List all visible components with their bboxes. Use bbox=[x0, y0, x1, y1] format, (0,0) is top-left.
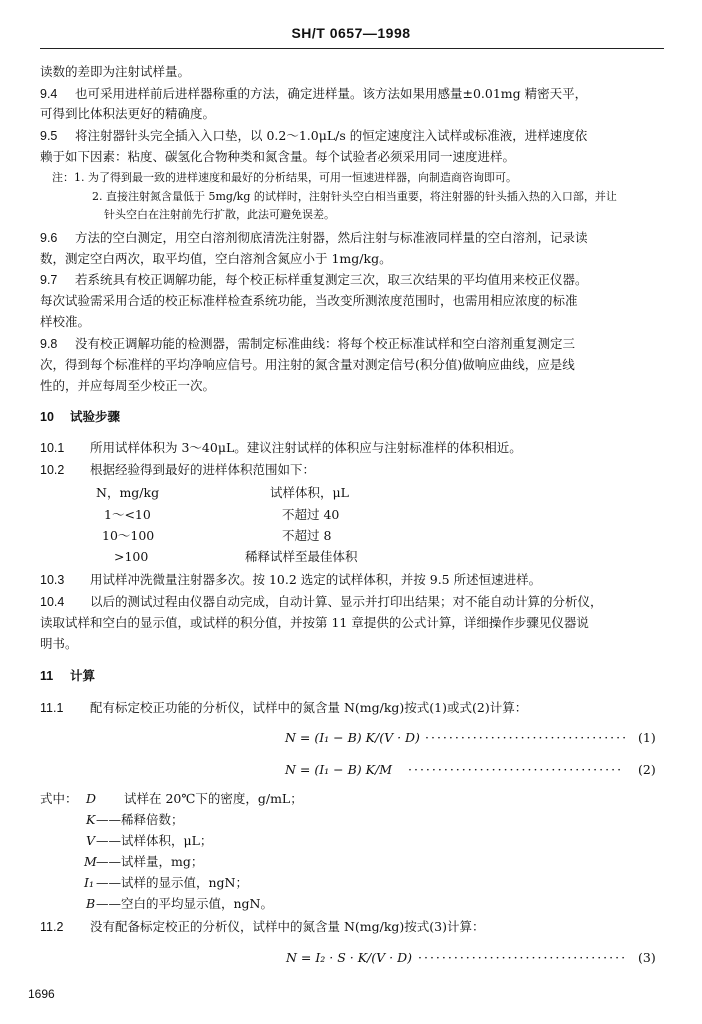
variable-symbol: M bbox=[84, 854, 97, 869]
clause-number: 11.1 bbox=[40, 701, 64, 715]
formula-tag: (2) bbox=[638, 762, 656, 777]
variable-symbol: B bbox=[86, 896, 96, 911]
paragraph-line: 用试样冲洗微量注射器多次。按 10.2 选定的试样体积，并按 9.5 所述恒速进样。 bbox=[90, 572, 542, 587]
clause-number: 11.2 bbox=[40, 920, 64, 934]
variable-symbol: D bbox=[86, 791, 97, 806]
paragraph-line: 读数的差即为注射试样量。 bbox=[40, 64, 191, 79]
formula-tag: (1) bbox=[638, 730, 656, 745]
section-title: 计算 bbox=[70, 668, 96, 683]
table-cell: >100 bbox=[114, 549, 149, 564]
paragraph-line: 没有校正调解功能的检测器，需制定标准曲线：将每个校正标准试样和空白溶剂重复测定三 bbox=[75, 336, 576, 351]
table-cell: 10～100 bbox=[102, 528, 155, 543]
table-cell: 1～<10 bbox=[104, 507, 151, 522]
clause-number: 9.6 bbox=[40, 231, 58, 245]
paragraph-line: 可得到比体积法更好的精确度。 bbox=[40, 106, 216, 121]
table-header: N，mg/kg bbox=[96, 485, 160, 500]
variable-description: 试样在 20℃下的密度，g/mL； bbox=[124, 791, 303, 806]
variable-description: ——试样量，mg； bbox=[96, 854, 204, 869]
formula-expression: N = (I₁ − B) K/(V · D) bbox=[285, 730, 420, 745]
variable-symbol: I₁ bbox=[84, 875, 94, 890]
section-number: 10 bbox=[40, 410, 54, 424]
paragraph-line: 也可采用进样前后进样器称重的方法，确定进样量。该方法如果用感量±0.01mg 精密天平， bbox=[75, 86, 588, 101]
variable-symbol: V bbox=[86, 833, 96, 848]
formula-tag: (3) bbox=[638, 950, 656, 965]
clause-number: 9.5 bbox=[40, 129, 58, 143]
note-line: 注：1. 为了得到最一致的进样速度和最好的分析结果，可用一恒速进样器，向制造商咨询即可。 bbox=[52, 171, 517, 184]
section-number: 11 bbox=[40, 669, 54, 683]
header-rule bbox=[40, 48, 664, 49]
leader-dots: ·································· bbox=[425, 730, 629, 745]
paragraph-line: 若系统具有校正调解功能，每个校正标样重复测定三次，取三次结果的平均值用来校正仪器。 bbox=[75, 272, 588, 287]
note-line: 2. 直接注射氮含量低于 5mg/kg 的试样时，注射针头空白相当重要，将注射器的针头插入热的入口部，并让 bbox=[92, 190, 617, 203]
paragraph-line: 样校准。 bbox=[40, 314, 91, 329]
section-title: 试验步骤 bbox=[70, 409, 121, 424]
paragraph-line: 明书。 bbox=[40, 636, 78, 651]
paragraph-line: 次，得到每个标准样的平均净响应信号。用注射的氮含量对测定信号(积分值)做响应曲线，应是线 bbox=[40, 357, 575, 372]
clause-number: 10.3 bbox=[40, 573, 65, 587]
paragraph-line: 每次试验需采用合适的校正标准样检查系统功能，当改变所测浓度范围时，也需用相应浓度的标准 bbox=[40, 293, 578, 308]
table-header: 试样体积，μL bbox=[270, 485, 349, 500]
paragraph-line: 读取试样和空白的显示值，或试样的积分值，并按第 11 章提供的公式计算，详细操作步骤见仪器说 bbox=[40, 615, 589, 630]
clause-number: 9.4 bbox=[40, 87, 58, 101]
paragraph-line: 根据经验得到最好的进样体积范围如下： bbox=[90, 462, 316, 477]
variable-description: ——稀释倍数； bbox=[96, 812, 184, 827]
clause-number: 10.2 bbox=[40, 463, 65, 477]
variable-symbol: K bbox=[86, 812, 96, 827]
where-label: 式中： bbox=[40, 791, 78, 806]
paragraph-line: 配有标定校正功能的分析仪，试样中的氮含量 N(mg/kg)按式(1)或式(2)计算： bbox=[90, 700, 528, 715]
note-line: 针头空白在注射前先行扩散，此法可避免误差。 bbox=[104, 208, 335, 221]
paragraph-line: 数，测定空白两次，取平均值，空白溶剂含氮应小于 1mg/kg。 bbox=[40, 251, 392, 266]
paragraph-line: 将注射器针头完全插入入口垫，以 0.2～1.0μL/s 的恒定速度注入试样或标准液，进样速度依 bbox=[75, 128, 588, 143]
paragraph-line: 性的，并应每周至少校正一次。 bbox=[40, 378, 216, 393]
paragraph-line: 方法的空白测定，用空白溶剂彻底清洗注射器，然后注射与标准液同样量的空白溶剂，记录读 bbox=[75, 230, 588, 245]
paragraph-line: 以后的测试过程由仪器自动完成，自动计算、显示并打印出结果；对不能自动计算的分析仪， bbox=[90, 594, 603, 609]
table-cell: 稀释试样至最佳体积 bbox=[245, 549, 358, 564]
variable-description: ——试样体积，μL； bbox=[96, 833, 213, 848]
page-number: 1696 bbox=[28, 987, 55, 1001]
formula-expression: N = I₂ · S · K/(V · D) bbox=[286, 950, 412, 965]
formula-expression: N = (I₁ − B) K/M bbox=[285, 762, 392, 777]
paragraph-line: 赖于如下因素：粘度、碳氢化合物种类和氮含量。每个试验者必须采用同一速度进样。 bbox=[40, 149, 516, 164]
clause-number: 10.4 bbox=[40, 595, 65, 609]
paragraph-line: 没有配备标定校正的分析仪，试样中的氮含量 N(mg/kg)按式(3)计算： bbox=[90, 919, 485, 934]
leader-dots: ···································· bbox=[408, 762, 624, 777]
variable-description: ——空白的平均显示值，ngN。 bbox=[96, 896, 273, 911]
clause-number: 9.8 bbox=[40, 337, 58, 351]
paragraph-line: 所用试样体积为 3～40μL。建议注射试样的体积应与注射标准样的体积相近。 bbox=[90, 440, 522, 455]
clause-number: 9.7 bbox=[40, 273, 58, 287]
page-header: SH/T 0657—1998 bbox=[291, 25, 411, 41]
table-cell: 不超过 40 bbox=[282, 507, 340, 522]
clause-number: 10.1 bbox=[40, 441, 65, 455]
table-cell: 不超过 8 bbox=[282, 528, 332, 543]
variable-description: ——试样的显示值，ngN； bbox=[96, 875, 248, 890]
leader-dots: ··································· bbox=[418, 950, 628, 965]
